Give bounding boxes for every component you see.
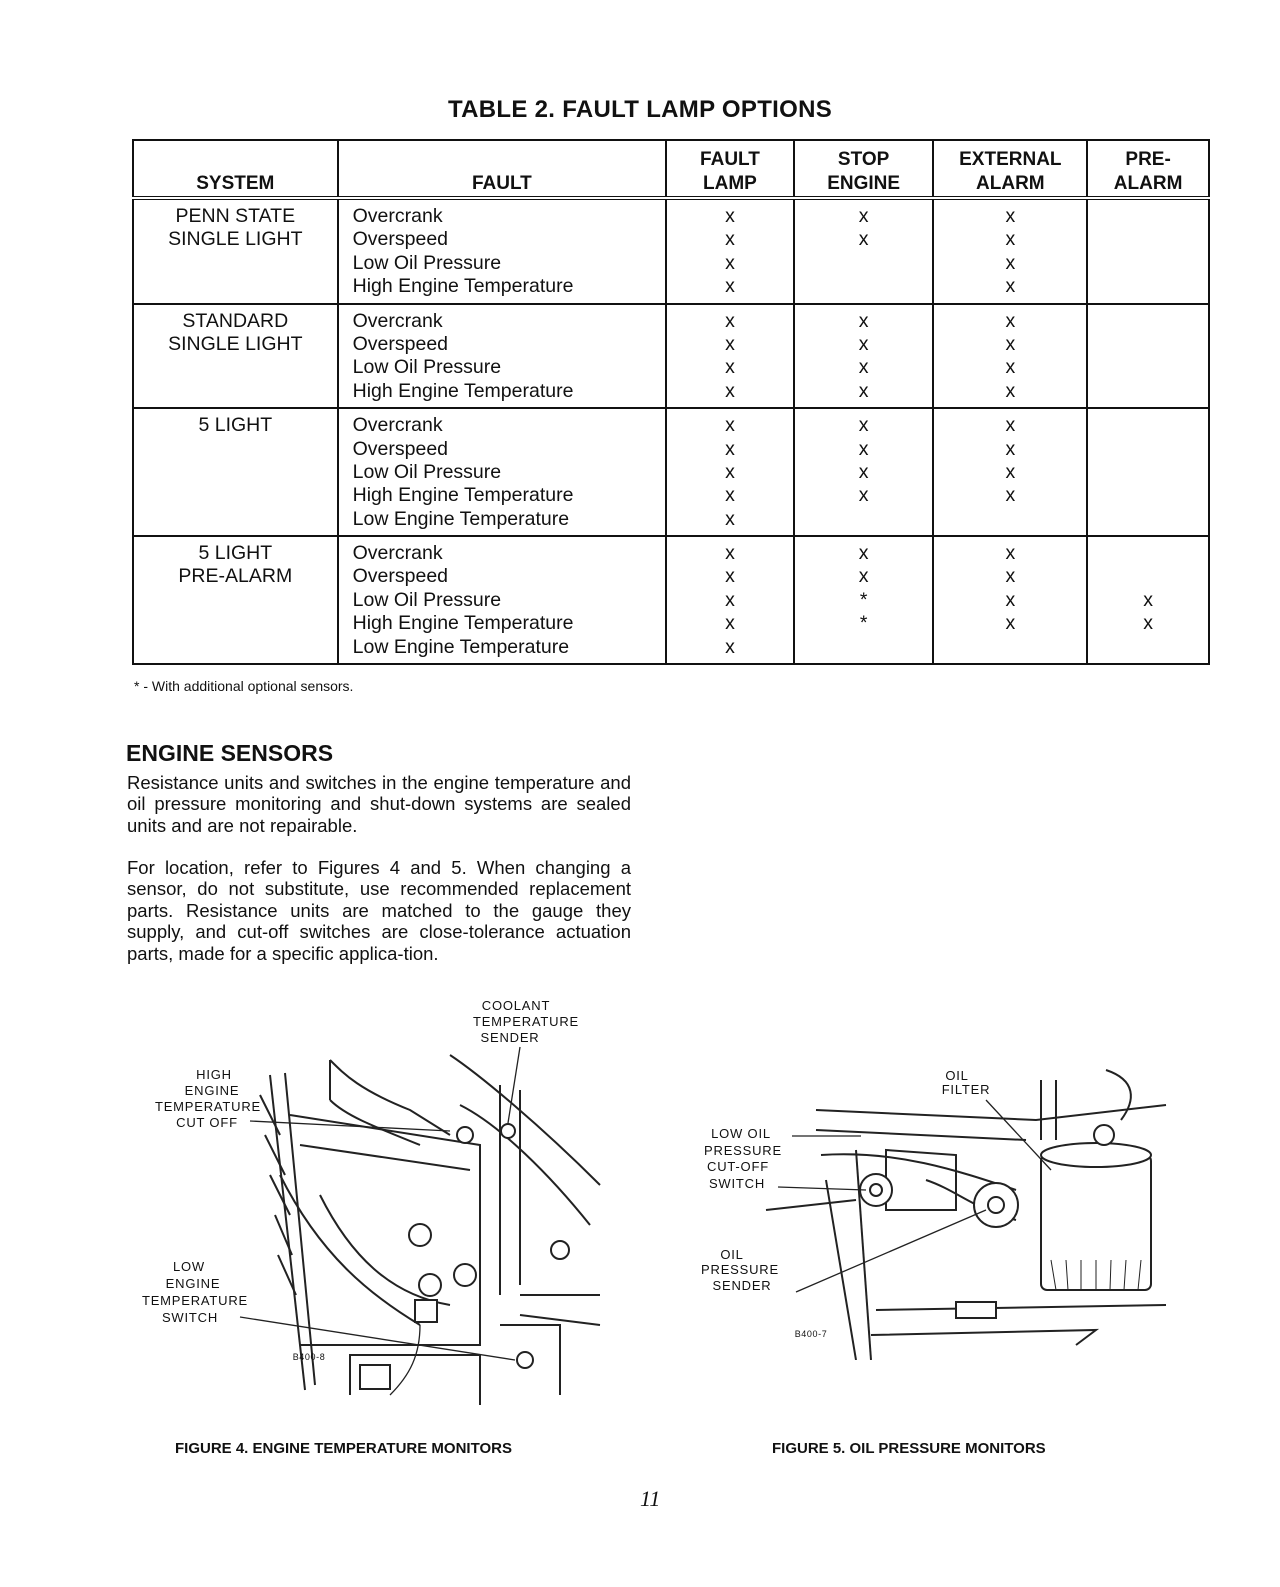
external-alarm-cell: x x x x bbox=[933, 536, 1087, 664]
low-temp-switch-label-line4: SWITCH bbox=[161, 1310, 219, 1325]
high-temp-cutoff-label-line4: CUT OFF bbox=[176, 1115, 238, 1130]
external-alarm-cell: x x x x bbox=[933, 304, 1087, 409]
pre-alarm-cell bbox=[1087, 408, 1209, 536]
oil-sender-label-line3: SENDER bbox=[712, 1278, 772, 1293]
oil-filter-label-line1: OIL bbox=[945, 1068, 969, 1083]
oil-sender-label-line1: OIL bbox=[720, 1247, 744, 1262]
coolant-sender-label-line1: COOLANT bbox=[481, 998, 551, 1013]
oil-sender-label-line2: PRESSURE bbox=[701, 1262, 779, 1277]
coolant-sender-label-line2: TEMPERATURE bbox=[472, 1014, 580, 1029]
fault-cell: Overcrank Overspeed Low Oil Pressure High Engine Temperature Low Engine Temperature bbox=[338, 536, 666, 664]
high-temp-cutoff-label-line1: HIGH bbox=[196, 1067, 232, 1082]
low-oil-cutoff-label-line4: SWITCH bbox=[708, 1176, 766, 1191]
low-oil-cutoff-label-line3: CUT-OFF bbox=[707, 1159, 769, 1174]
fault-lamp-table bbox=[132, 139, 1210, 665]
figure4-code-label: B400-8 bbox=[292, 1352, 326, 1362]
header-pre-alarm: PRE- ALARM bbox=[1087, 140, 1209, 198]
fault-cell: Overcrank Overspeed Low Oil Pressure High Engine Temperature bbox=[338, 198, 666, 304]
table-row-standard bbox=[133, 304, 1209, 409]
paragraph: For location, refer to Figures 4 and 5. When changing a sensor, do not substitute, use recommended replacement parts. Resistance units are matched to the gauge they supply, and cut-off switches are close-tolerance actuation parts, made for a specific applica-tion. bbox=[127, 857, 631, 964]
stop-engine-cell: x x bbox=[794, 198, 934, 304]
pre-alarm-cell bbox=[1087, 304, 1209, 409]
fault-cell: Overcrank Overspeed Low Oil Pressure High Engine Temperature bbox=[338, 304, 666, 409]
table-row-5-light-pre-alarm bbox=[133, 536, 1209, 664]
figure-5-oil-illustration bbox=[696, 1060, 1176, 1360]
high-temp-cutoff-label-line3: TEMPERATURE bbox=[154, 1099, 262, 1114]
header-fault: FAULT bbox=[338, 140, 666, 198]
pre-alarm-cell: x x bbox=[1087, 536, 1209, 664]
figure5-code-label: B400-7 bbox=[794, 1329, 828, 1339]
low-oil-cutoff-label-line2: PRESSURE bbox=[704, 1143, 782, 1158]
system-cell: 5 LIGHT bbox=[133, 408, 338, 536]
header-fault-lamp: FAULT LAMP bbox=[666, 140, 794, 198]
table-header-row bbox=[133, 140, 1209, 198]
external-alarm-cell: x x x x bbox=[933, 198, 1087, 304]
system-cell: 5 LIGHT PRE-ALARM bbox=[133, 536, 338, 664]
paragraph: Resistance units and switches in the engine temperature and oil pressure monitoring and shut-down systems are sealed units and are not repairable. bbox=[127, 772, 631, 836]
fault-lamp-cell: x x x x bbox=[666, 304, 794, 409]
fault-cell: Overcrank Overspeed Low Oil Pressure High Engine Temperature Low Engine Temperature bbox=[338, 408, 666, 536]
coolant-sender-label-line3: SENDER bbox=[480, 1030, 540, 1045]
system-cell: STANDARD SINGLE LIGHT bbox=[133, 304, 338, 409]
stop-engine-cell: x x x x bbox=[794, 408, 934, 536]
fault-lamp-cell: x x x x bbox=[666, 198, 794, 304]
system-cell: PENN STATE SINGLE LIGHT bbox=[133, 198, 338, 304]
low-temp-switch-label-line3: TEMPERATURE bbox=[141, 1293, 249, 1308]
low-temp-switch-label-line2: ENGINE bbox=[165, 1276, 221, 1291]
fault-lamp-cell: x x x x x bbox=[666, 536, 794, 664]
high-temp-cutoff-label-line2: ENGINE bbox=[184, 1083, 240, 1098]
section-heading: ENGINE SENSORS bbox=[126, 740, 334, 766]
low-oil-cutoff-label-line1: LOW OIL bbox=[711, 1126, 771, 1141]
oil-filter-label-line2: FILTER bbox=[941, 1082, 991, 1097]
pre-alarm-cell bbox=[1087, 198, 1209, 304]
stop-engine-cell: x x x x bbox=[794, 304, 934, 409]
figure-5-caption: FIGURE 5. OIL PRESSURE MONITORS bbox=[772, 1440, 1046, 1457]
table-footnote: * - With additional optional sensors. bbox=[134, 678, 354, 694]
table-row-penn-state bbox=[133, 198, 1209, 304]
table-row-5-light bbox=[133, 408, 1209, 536]
header-external-alarm: EXTERNAL ALARM bbox=[933, 140, 1087, 198]
figure-4-caption: FIGURE 4. ENGINE TEMPERATURE MONITORS bbox=[175, 1440, 512, 1457]
page-number: 11 bbox=[640, 1486, 661, 1511]
stop-engine-cell: x x * * bbox=[794, 536, 934, 664]
table-title: TABLE 2. FAULT LAMP OPTIONS bbox=[447, 96, 833, 123]
figure-4-engine-illustration bbox=[120, 995, 620, 1415]
header-stop-engine: STOP ENGINE bbox=[794, 140, 934, 198]
external-alarm-cell: x x x x bbox=[933, 408, 1087, 536]
fault-lamp-cell: x x x x x bbox=[666, 408, 794, 536]
low-temp-switch-label-line1: LOW bbox=[172, 1259, 206, 1274]
header-system: SYSTEM bbox=[133, 140, 338, 198]
